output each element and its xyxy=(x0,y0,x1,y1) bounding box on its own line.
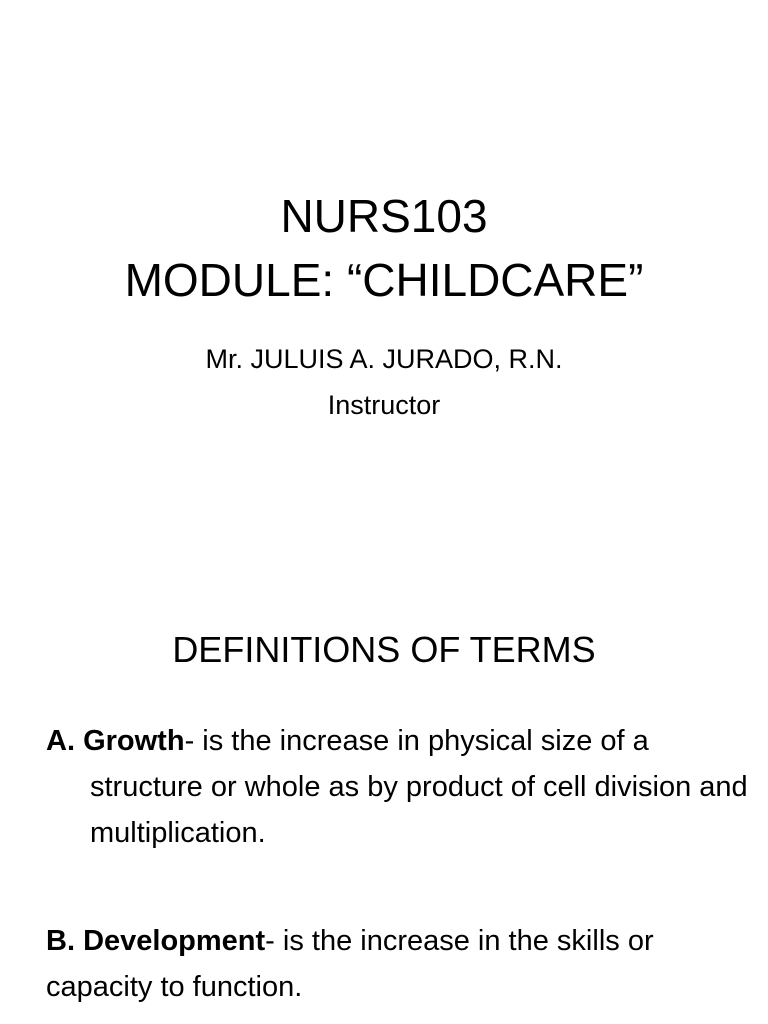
slide-title xyxy=(0,184,768,312)
slide-subtitle xyxy=(0,336,768,428)
definition-term: Development xyxy=(83,925,266,957)
definition-text: - is the increase in the skills or capacity to function. xyxy=(46,925,654,1003)
definition-growth xyxy=(46,718,750,856)
definition-term: Growth xyxy=(83,725,185,757)
instructor-name: Mr. JULUIS A. JURADO, R.N. xyxy=(205,344,563,374)
definition-marker: B. xyxy=(46,925,75,957)
definition-text: - is the increase in physical size of a structure or whole as by product of cell division and multiplication. xyxy=(90,725,748,849)
definitions-heading: DEFINITIONS OF TERMS xyxy=(172,629,596,670)
module-title: MODULE: “CHILDCARE” xyxy=(124,254,644,306)
definition-marker: A. xyxy=(46,725,75,757)
definition-development xyxy=(46,918,686,1010)
instructor-role: Instructor xyxy=(327,390,441,420)
course-code: NURS103 xyxy=(280,190,488,242)
